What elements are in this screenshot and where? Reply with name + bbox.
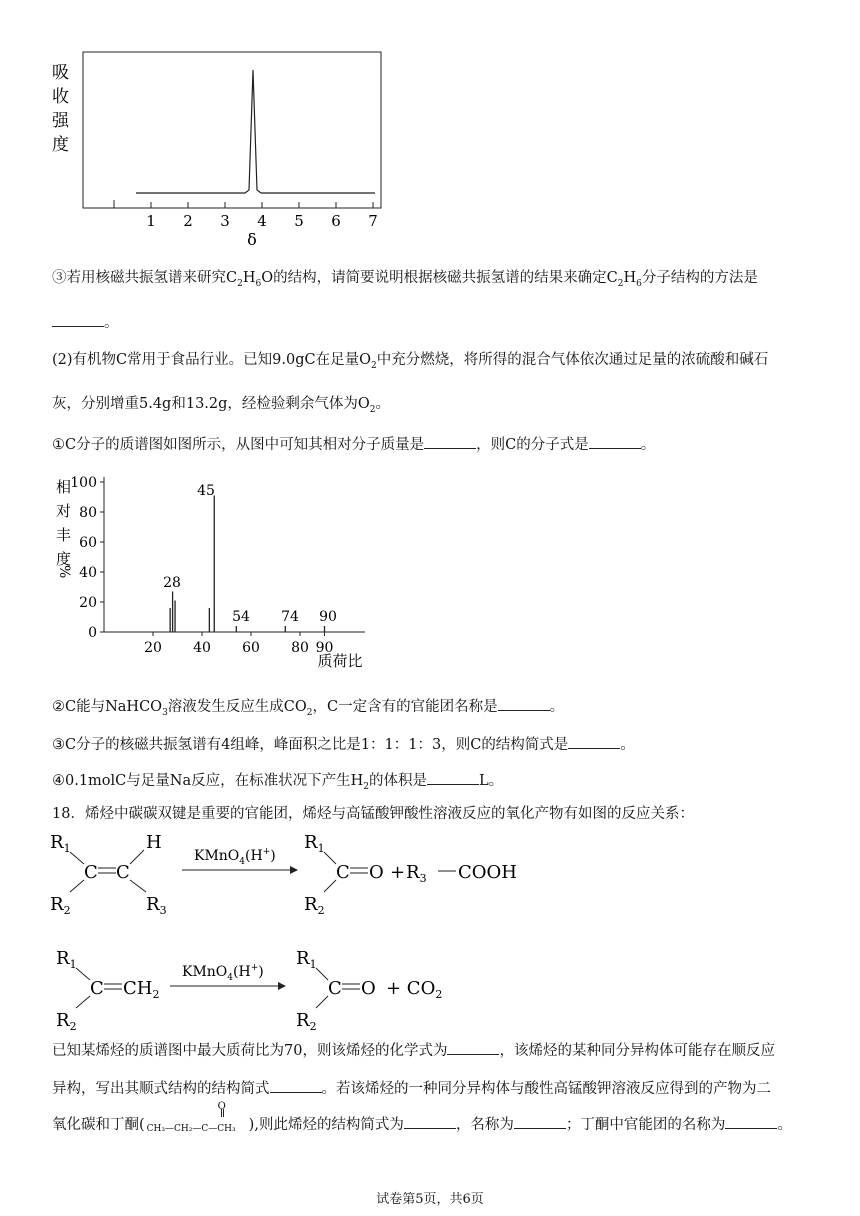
arrow-head [290,866,298,874]
ms-ylabel-char: 丰 [56,526,72,544]
question-3-answer-line: 。 [52,312,119,333]
ms-ylabel-char: % [56,565,72,579]
nmr-x-tick-label: 1 [146,212,156,230]
reagent-label: KMnO$_4$(H+) [182,963,264,983]
reaction-scheme-1 [46,828,526,914]
r2-label: $R_2$ [56,1010,77,1030]
carbonyl-carbon: C [336,862,350,883]
page-footer: 试卷第5页，共6页 [376,1192,484,1207]
ms-x-tick-label: 80 [291,640,309,656]
ms-ylabel-char: 度 [56,550,72,568]
question-c1: ①C分子的质谱图如图所示，从图中可知其相对分子质量是 ，则C的分子式是 。 [52,434,655,455]
ms-xlabel: 质荷比 [317,652,363,670]
answer-blank[interactable] [270,1078,322,1093]
last-paragraph-line-2: 异构，写出其顺式结构的结构简式 。若该烯烃的一种同分异构体与酸性高锰酸钾溶液反应得到的产物为二 [52,1078,771,1099]
answer-blank[interactable] [52,312,104,327]
nmr-spectrum-line [136,70,375,193]
methylene-label: $CH_2$ [123,978,160,1001]
mass-spectrum-chart [50,465,380,675]
ms-y-tick-label: 20 [79,595,97,611]
nmr-x-tick-label: 4 [257,212,267,230]
answer-blank[interactable] [447,1040,499,1055]
carbonyl-oxygen: O [361,978,376,999]
bond-line [324,880,336,892]
nmr-ylabel-char: 强 [52,111,69,131]
answer-blank[interactable] [568,734,620,749]
ms-peak-label: 90 [319,609,337,625]
bond-line [76,996,90,1008]
r2-label: $R_2$ [50,894,71,914]
alkene-carbon: C [90,978,104,999]
alkene-carbon-2: C [116,862,130,883]
nmr-x-tick-label: 5 [294,212,304,230]
answer-blank[interactable] [404,1114,456,1129]
butanone-chain: CH₃—CH₂—C—CH₃ [146,1124,236,1134]
ms-ylabel-char: 对 [56,502,72,520]
product-r1-label: $R_1$ [296,948,317,971]
nmr-ylabel-char: 收 [52,87,69,107]
nmr-x-tick-label: 3 [220,212,230,230]
answer-blank[interactable] [725,1114,777,1129]
bond-line [316,996,328,1008]
arrow-head [278,982,286,990]
bond-line [130,880,146,892]
butanone-double-bond [221,1109,224,1117]
bond-line [70,880,84,892]
question-c3: ③C分子的核磁共振氢谱有4组峰，峰面积之比是1：1：1：3，则C的结构简式是 。 [52,734,635,755]
r3-product-label: $R_3$ [406,862,427,885]
reagent-label: KMnO$_4$(H+) [194,847,276,867]
product-r2-label: $R_2$ [296,1010,317,1030]
ms-x-tick-label: 20 [144,640,162,656]
ms-y-tick-label: 80 [79,505,97,521]
ms-peak-label: 28 [163,575,181,591]
carbonyl-carbon: C [328,978,342,999]
r1-label: $R_1$ [56,948,77,971]
bond-line [130,850,144,864]
question-c4: ④0.1molC与足量Na反应，在标准状况下产生$H_2$的体积是 L。 [52,770,503,797]
ms-y-ticks [70,475,104,641]
ms-x-ticks [144,632,333,656]
ms-y-tick-label: 0 [88,625,97,641]
butanone-oxygen: O [217,1101,226,1112]
co2-label: + $CO_2$ [386,978,443,1001]
product-r1-label: $R_1$ [304,832,325,855]
answer-blank[interactable] [498,696,550,711]
bond-line [324,852,336,864]
nmr-chart [48,50,388,250]
part-2-intro: (2)有机物C常用于食品行业。已知9.0gC在足量$O_2$中充分燃烧，将所得的混合气体依次通过足量的浓硫酸和碱石 [52,352,769,371]
bond-line [316,968,328,980]
part-2-intro-cont: 灰，分别增重5.4g和13.2g，经检验剩余气体为$O_2$。 [52,396,391,415]
ms-y-tick-label: 100 [70,475,97,491]
carboxyl-label: COOH [458,862,517,883]
nmr-x-tick-label: 7 [368,212,378,230]
ms-y-tick-label: 60 [79,535,97,551]
ms-x-tick-label: 90 [315,640,334,656]
nmr-x-ticks [146,202,378,230]
ms-peak-label: 74 [281,609,299,625]
nmr-frame [83,52,381,208]
question-18-heading: 18．烯烃中碳碳双键是重要的官能团，烯烃与高锰酸钾酸性溶液反应的氧化产物有如图的反应关系： [52,806,694,822]
nmr-xlabel: δ [247,230,257,249]
alkene-carbon-1: C [84,862,98,883]
nmr-ylabel-char: 度 [52,135,69,155]
answer-blank[interactable] [514,1114,566,1129]
question-c2: ②C能与NaHCO$_3$溶液发生反应生成$CO_2$，C一定含有的官能团名称是 。 [52,696,564,723]
bond-line [76,968,90,980]
answer-blank[interactable] [589,434,641,449]
r1-label: $R_1$ [50,832,71,855]
nmr-x-tick-label: 6 [331,212,341,230]
butanone-structure [145,1101,249,1135]
ms-peak-label: 45 [197,483,215,499]
reaction-scheme-2 [46,944,466,1030]
answer-blank[interactable] [427,770,479,785]
carbonyl-oxygen: O [369,862,384,883]
product-r2-label: $R_2$ [304,894,325,914]
last-paragraph-line-1: 已知某烯烃的质谱图中最大质荷比为70，则该烯烃的化学式为 ，该烯烃的某种同分异构体可能存在顺反应 [52,1040,775,1061]
nmr-x-tick-label: 2 [183,212,193,230]
ms-y-tick-label: 40 [79,565,97,581]
r3-label: $R_3$ [146,894,167,914]
hydrogen-label: H [146,832,162,853]
ms-x-tick-label: 40 [193,640,211,656]
plus-sign: + [390,862,406,883]
bond-line [70,852,84,864]
nmr-ylabel-char: 吸 [52,63,69,83]
question-3-nmr-method: ③若用核磁共振氢谱来研究$C_2H_6O$的结构，请简要说明根据核磁共振氢谱的结果来确定$C_2H_6$分子结构的方法是 [52,270,758,289]
ms-ylabel-char: 相 [56,478,72,496]
answer-blank[interactable] [424,434,476,449]
ms-peak-label: 54 [232,609,250,625]
ms-x-tick-label: 60 [242,640,260,656]
last-paragraph-line-3: 氧化碳和丁酮( O CH₃—CH₂—C—CH₃ ),则此烯烃的结构简式为 ，名称为 ；丁酮中官能团的名称为 。 [52,1114,792,1135]
